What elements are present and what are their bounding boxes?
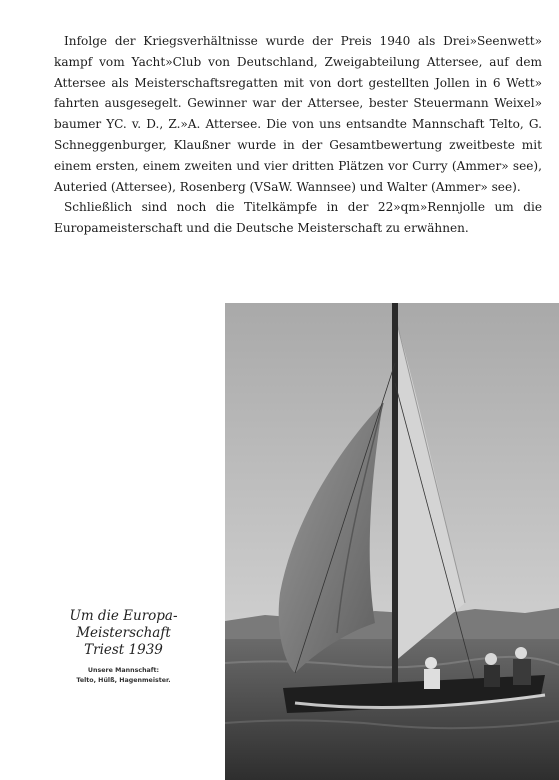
caption-place-year: Triest 1939 [84,642,163,658]
paragraph: Infolge der Kriegsverhältnisse wurde der Preis 1940 als Drei»Seenwett» kampf vom Yacht»Club von Deutschland, Zweigabteilung Attersee, auf dem Attersee als Meisterschaftsregatten mit von dort gestellten Jollen in 6 Wett» fahrten ausgesegelt. Gewinner war der Attersee, bester Steuermann Weixel» baumer YC. v. D., Z.»A. Attersee. Die von uns entsandte Mannschaft Telto, G. Schneggenburger, Klaußner wurde in der Gesamtbewertung zweitbeste mit einem ersten, einem zweiten und vier dritten Plätzen vor Curry (Ammer» see), Auteried (Attersee), Rosenberg (VSaW. Wannsee) und Walter (Ammer» see). [54,34,542,194]
paragraph: Schließlich sind noch die Titelkämpfe in der 22»qm»Rennjolle um die Europameisterschaft und die Deutsche Meisterschaft zu erwähnen. [54,200,542,236]
crew-2 [485,653,497,665]
mast [392,303,398,685]
caption-title: Um die Europa-Meisterschaft [69,608,178,641]
body-text [54,31,542,239]
crew-1 [425,657,437,669]
sailing-photo [225,303,559,780]
crew-3 [515,647,527,659]
caption-team-label: Unsere Mannschaft: [87,667,160,674]
photo-caption [26,608,221,686]
caption-team-names: Telto, Hülß, Hagenmeister. [76,677,171,684]
